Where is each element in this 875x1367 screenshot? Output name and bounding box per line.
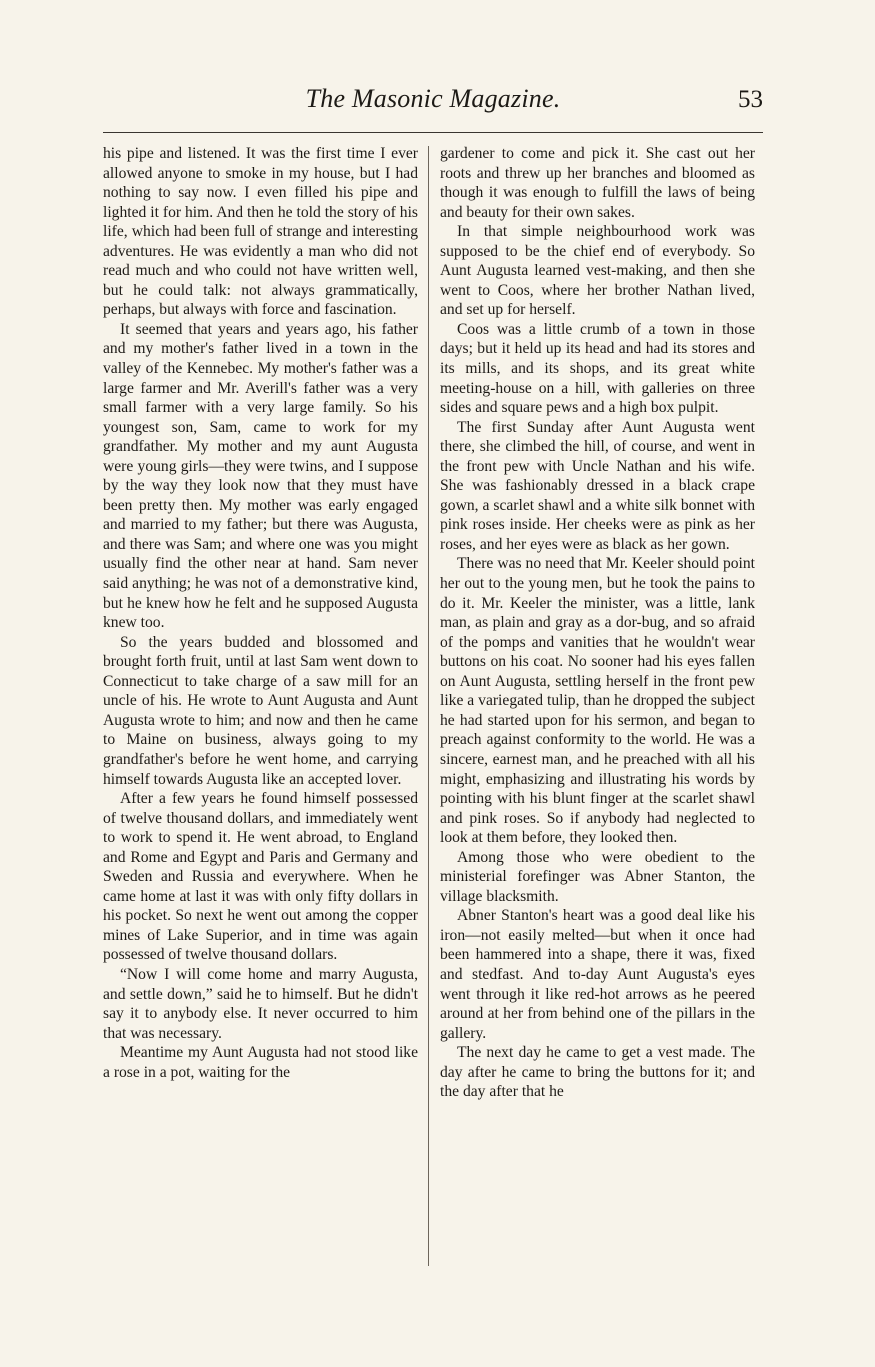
right-column bbox=[440, 144, 755, 1102]
header-rule bbox=[103, 132, 763, 133]
running-title: The Masonic Magazine. bbox=[305, 84, 561, 113]
paragraph: gardener to come and pick it. She cast out her roots and threw up her branches and bloomed as though it was enough to fulfill the laws of being and beauty for their own sakes. bbox=[440, 145, 755, 221]
page-header bbox=[103, 84, 763, 124]
paragraph: Coos was a little crumb of a town in those days; but it held up its head and had its stores and its mills, and its shops, and its great white meeting-house on a hill, with galleries on three sides and square pews and a high box pulpit. bbox=[440, 320, 755, 417]
paragraph: Meantime my Aunt Augusta had not stood like a rose in a pot, waiting for the bbox=[103, 1044, 418, 1081]
paragraph: In that simple neighbourhood work was supposed to be the chief end of everybody. So Aunt Augusta learned vest-making, and then she went to Coos, where her brother Nathan lived, and set up for herself. bbox=[440, 223, 755, 319]
paragraph: So the years budded and blossomed and brought forth fruit, until at last Sam went down to Connecticut to take charge of a saw mill for an uncle of his. He wrote to Aunt Augusta and Aunt Augusta wrote to him; and now and then he came to Maine on business, always going to my grandfather's before he went home, and carrying himself towards Augusta like an accepted lover. bbox=[103, 633, 418, 788]
paragraph: There was no need that Mr. Keeler should point her out to the young men, but he took the pains to do it. Mr. Keeler the minister, was a little, lank man, as plain and gray as a dor-bug, and so afraid of the pomps and vanities that he wouldn't wear buttons on his coat. No sooner had his eyes fallen on Aunt Augusta, settling herself in the front pew like a variegated tulip, than he dropped the subject he had started upon for his sermon, and began to preach against conformity to the world. He was a sincere, earnest man, and he preached with all his might, emphasizing and illustrating his words by pointing with his blunt finger at the scarlet shawl and pink roses. So if anybody had neglected to look at them before, they looked then. bbox=[440, 555, 755, 847]
paragraph: The first Sunday after Aunt Augusta went there, she climbed the hill, of course, and went in the front pew with Uncle Nathan and his wife. She was fashionably dressed in a black crape gown, a scarlet shawl and a white silk bonnet with pink roses inside. Her cheeks were as pink as her roses, and her eyes were as black as her gown. bbox=[440, 418, 755, 553]
paragraph: Among those who were obedient to the ministerial forefinger was Abner Stanton, the village blacksmith. bbox=[440, 848, 755, 905]
paragraph: The next day he came to get a vest made. The day after he came to bring the buttons for it; and the day after that he bbox=[440, 1044, 755, 1101]
paragraph: After a few years he found himself possessed of twelve thousand dollars, and immediately went to work to spend it. He went abroad, to England and Rome and Egypt and Paris and Germany and Sweden and Russia and everywhere. When he came home at last it was with only fifty dollars in his pocket. So next he went out among the copper mines of Lake Superior, and in time was again possessed of twelve thousand dollars. bbox=[103, 790, 418, 964]
paragraph: Abner Stanton's heart was a good deal like his iron—not easily melted—but when it once had been hammered into a shape, there it was, fixed and stedfast. And to-day Aunt Augusta's eyes went through it like red-hot arrows as he peered around at her from behind one of the pillars in the gallery. bbox=[440, 907, 755, 1042]
page-number: 53 bbox=[738, 86, 763, 113]
paragraph: It seemed that years and years ago, his father and my mother's father lived in a town in the valley of the Kennebec. My mother's father was a large farmer and Mr. Averill's father was a very small farmer with a very large family. So his youngest son, Sam, came to work for my grandfather. My mother and my aunt Augusta were young girls—they were twins, and I suppose by the way they look now that they must have been pretty then. My mother was early engaged and married to my father; but there was Augusta, and there was Sam; and where one was you might usually find the other near at hand. Sam never said anything; he was not of a demonstrative kind, but he knew how he felt and he supposed Augusta knew too. bbox=[103, 320, 418, 632]
paragraph: “Now I will come home and marry Augusta, and settle down,” said he to himself. But he didn't say it to anybody else. It never occurred to him that was necessary. bbox=[103, 965, 418, 1042]
left-column bbox=[103, 144, 418, 1082]
column-divider bbox=[428, 146, 429, 1266]
paragraph: his pipe and listened. It was the first time I ever allowed anyone to smoke in my house, but I had nothing to say now. I even filled his pipe and lighted it for him. And then he told the story of his life, which had been full of strange and interesting adventures. He was evidently a man who did not read much and who could not have written well, but he could talk: not always grammatically, perhaps, but always with force and fascination. bbox=[103, 145, 418, 319]
